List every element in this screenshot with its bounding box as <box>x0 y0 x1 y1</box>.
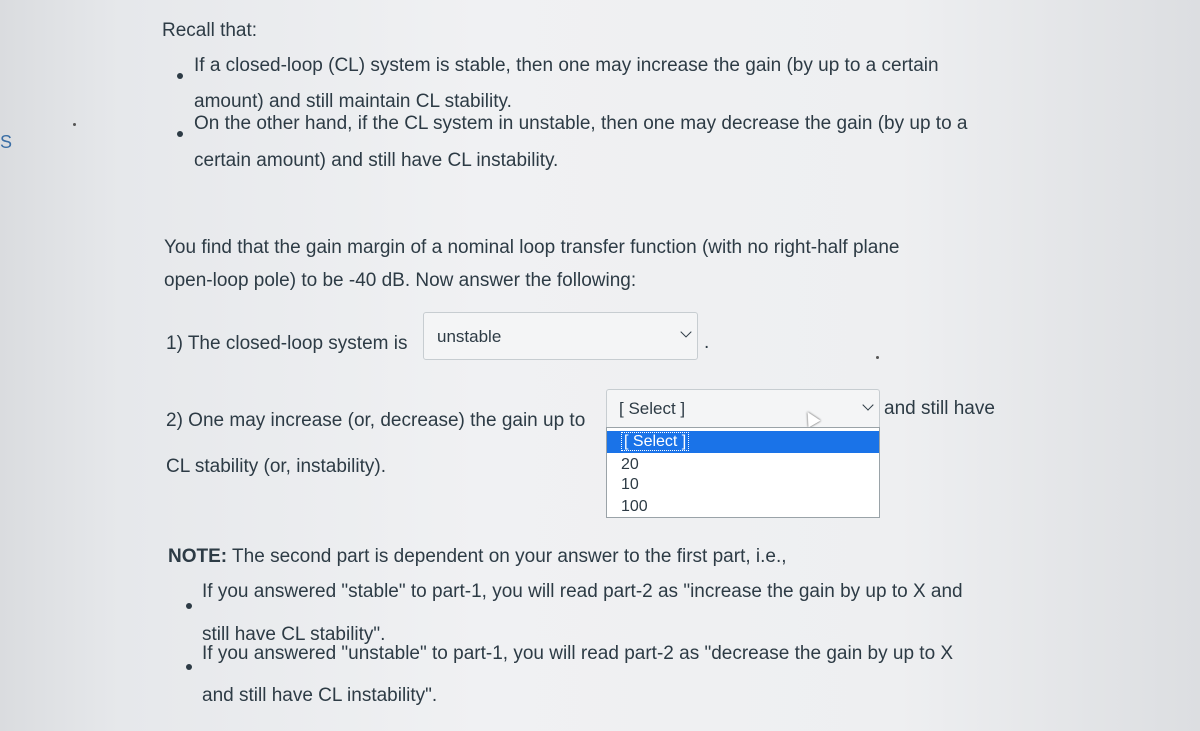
intro-bullet-2-line1: On the other hand, if the CL system in unstable, then one may decrease the gain (by up to a <box>194 113 968 134</box>
q2-options-list[interactable] <box>606 427 880 518</box>
q2-after-text: and still have <box>884 398 995 419</box>
note-bullet-2-line2: and still have CL instability". <box>202 685 438 706</box>
q1-selected-value: unstable <box>437 327 502 346</box>
note-line <box>168 545 787 569</box>
note-bullet-2-line1: If you answered "unstable" to part-1, you will read part-2 as "decrease the gain by up to X <box>202 643 954 664</box>
problem-line2: open-loop pole) to be -40 dB. Now answer the following: <box>164 270 637 291</box>
option-100[interactable]: 100 <box>621 498 648 515</box>
q1-suffix: . <box>704 332 710 353</box>
intro-bullet-2-line2: certain amount) and still have CL instability. <box>194 150 559 171</box>
problem-line1: You find that the gain margin of a nominal loop transfer function (with no right-half plane <box>164 237 900 258</box>
q2-line2: CL stability (or, instability). <box>166 456 386 477</box>
intro-bullet-1-line2: amount) and still maintain CL stability. <box>194 91 512 112</box>
bullet-dot <box>177 131 183 137</box>
q1-label: 1) The closed-loop system is <box>166 333 408 354</box>
edge-text: S <box>0 132 13 152</box>
q2-label: 2) One may increase (or, decrease) the gain up to <box>166 410 586 431</box>
bullet-dot <box>177 73 183 79</box>
note-bullet-1-line1: If you answered "stable" to part-1, you will read part-2 as "increase the gain by up to X and <box>202 581 963 602</box>
intro-heading: Recall that: <box>162 20 258 41</box>
option-10[interactable]: 10 <box>621 476 639 493</box>
bullet-dot <box>186 664 192 670</box>
q2-selected-value: [ Select ] <box>619 399 686 418</box>
option-select[interactable]: [ Select ] <box>607 431 879 453</box>
screen-speck <box>876 356 879 359</box>
note-bullet-1-line2: still have CL stability". <box>202 624 386 645</box>
q1-select[interactable] <box>423 312 698 360</box>
bullet-dot <box>186 603 192 609</box>
note-prefix: NOTE: <box>168 546 228 567</box>
screen-speck <box>73 123 76 126</box>
intro-bullet-1-line1: If a closed-loop (CL) system is stable, then one may increase the gain (by up to a certain <box>194 55 939 76</box>
note-text: The second part is dependent on your answer to the first part, i.e., <box>232 546 787 567</box>
chevron-down-icon <box>680 326 691 337</box>
option-20[interactable]: 20 <box>621 456 639 473</box>
q2-select[interactable] <box>606 389 880 427</box>
